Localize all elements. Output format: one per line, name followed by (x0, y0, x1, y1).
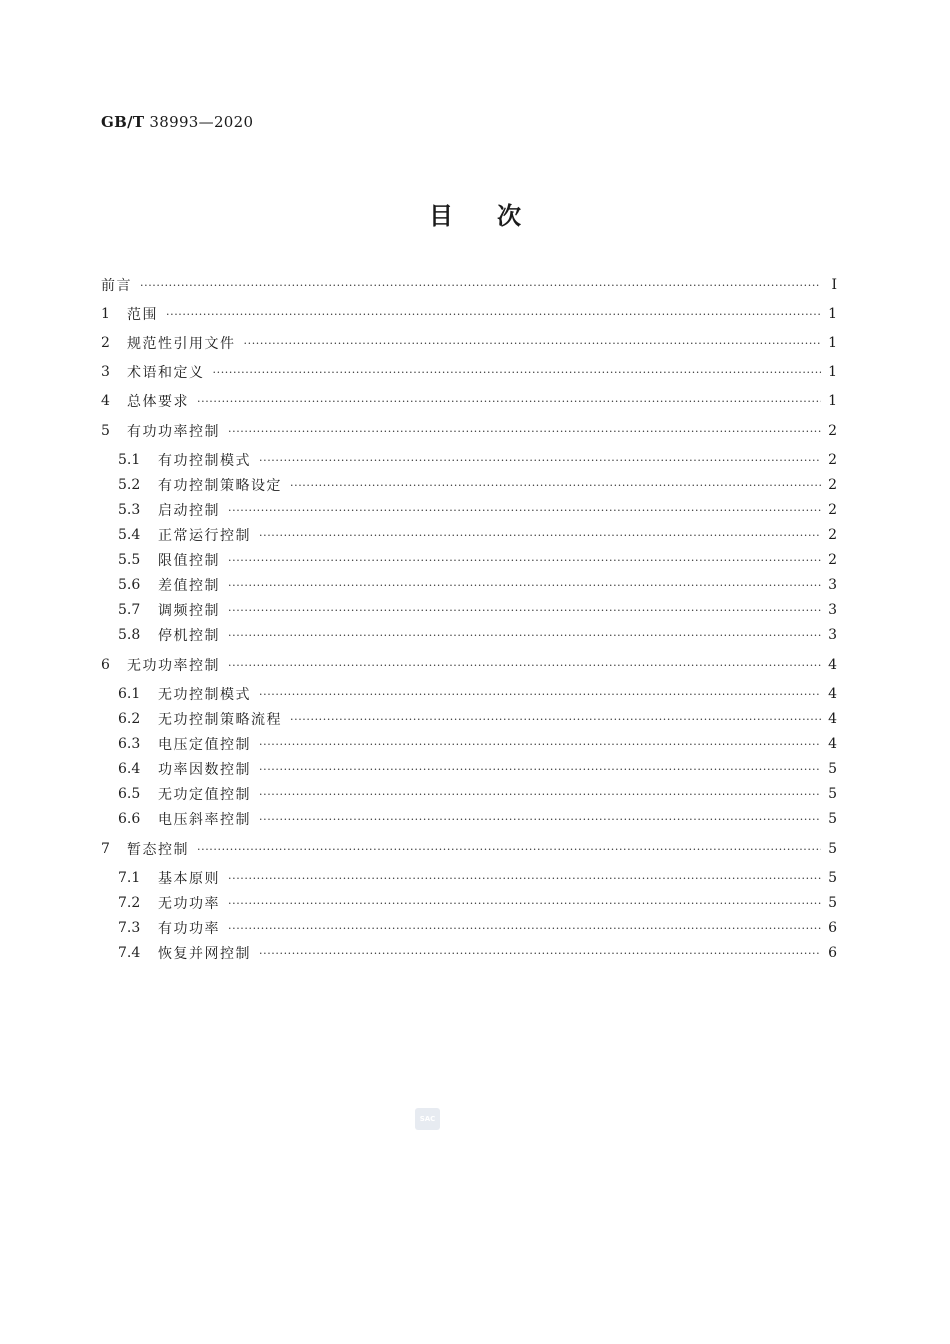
standard-code-number: 38993—2020 (149, 113, 254, 131)
toc-entry[interactable] (101, 549, 837, 571)
toc-entry-number: 2 (101, 335, 110, 351)
toc-entry-number: 6.2 (118, 711, 141, 727)
toc-entry-page: 1 (828, 306, 837, 322)
toc-entry-title: 有功功率 (158, 921, 220, 937)
toc-dot-leader (290, 479, 821, 492)
toc-entry[interactable] (101, 390, 837, 412)
toc-entry-number: 5.8 (118, 627, 141, 643)
toc-dot-leader (140, 279, 821, 292)
toc-entry-page: 5 (828, 811, 837, 827)
standard-code-prefix: GB/T (101, 113, 145, 131)
toc-entry[interactable] (101, 808, 837, 830)
toc-entry-number: 3 (101, 364, 110, 380)
toc-entry-page: 1 (828, 335, 837, 351)
toc-entry-page: 2 (828, 423, 837, 439)
toc-entry[interactable] (101, 708, 837, 730)
toc-dot-leader (228, 554, 821, 567)
toc-entry-number: 5 (101, 423, 110, 439)
toc-entry-page: 4 (828, 657, 837, 673)
toc-entry-page: I (831, 277, 837, 293)
toc-entry-title: 差值控制 (158, 578, 220, 594)
sac-logo-watermark: SAC (415, 1108, 440, 1130)
toc-entry-title: 规范性引用文件 (127, 336, 236, 352)
toc-entry[interactable] (101, 733, 837, 755)
toc-entry[interactable] (101, 474, 837, 496)
toc-entry[interactable] (101, 942, 837, 964)
toc-entry-page: 5 (828, 895, 837, 911)
toc-entry-number: 6.6 (118, 811, 141, 827)
toc-dot-leader (228, 872, 821, 885)
toc-entry-title: 无功功率 (158, 896, 220, 912)
toc-entry-number: 6.5 (118, 786, 141, 802)
toc-entry[interactable] (101, 838, 837, 860)
toc-entry-number: 6.1 (118, 686, 141, 702)
toc-entry-number: 7.2 (118, 895, 141, 911)
toc-entry-number: 5.4 (118, 527, 141, 543)
toc-entry-title: 无功控制模式 (158, 687, 251, 703)
page-title: 目次 (429, 202, 565, 230)
toc-dot-leader (259, 813, 821, 826)
toc-dot-leader (213, 366, 822, 379)
toc-entry-title: 有功控制模式 (158, 453, 251, 469)
toc-entry-title: 恢复并网控制 (158, 946, 251, 962)
toc-dot-leader (259, 788, 821, 801)
toc-dot-leader (228, 579, 821, 592)
toc-dot-leader (259, 738, 821, 751)
toc-entry[interactable] (101, 624, 837, 646)
toc-entry-page: 4 (828, 736, 837, 752)
toc-entry[interactable] (101, 274, 837, 296)
toc-entry-number: 5.2 (118, 477, 141, 493)
toc-entry-page: 5 (828, 786, 837, 802)
toc-entry-page: 5 (828, 841, 837, 857)
toc-entry[interactable] (101, 303, 837, 325)
toc-dot-leader (228, 604, 821, 617)
toc-entry-title: 停机控制 (158, 628, 220, 644)
toc-entry-title: 前言 (101, 278, 132, 294)
toc-dot-leader (166, 308, 821, 321)
toc-entry-page: 6 (828, 945, 837, 961)
toc-dot-leader (197, 843, 821, 856)
toc-dot-leader (290, 713, 821, 726)
toc-entry-title: 有功控制策略设定 (158, 478, 282, 494)
toc-entry-page: 1 (828, 393, 837, 409)
toc-entry-page: 2 (828, 452, 837, 468)
toc-entry[interactable] (101, 524, 837, 546)
toc-entry[interactable] (101, 867, 837, 889)
toc-dot-leader (259, 529, 821, 542)
toc-dot-leader (259, 763, 821, 776)
toc-entry-page: 3 (828, 602, 837, 618)
toc-entry-number: 6.4 (118, 761, 141, 777)
toc-entry-number: 5.5 (118, 552, 141, 568)
toc-entry-number: 7.4 (118, 945, 141, 961)
toc-entry-number: 7 (101, 841, 110, 857)
toc-dot-leader (197, 395, 821, 408)
toc-entry-page: 2 (828, 552, 837, 568)
toc-entry-title: 启动控制 (158, 503, 220, 519)
toc-dot-leader (228, 922, 821, 935)
toc-entry-page: 5 (828, 870, 837, 886)
toc-entry-number: 7.3 (118, 920, 141, 936)
toc-entry-title: 电压定值控制 (158, 737, 251, 753)
toc-entry-page: 4 (828, 686, 837, 702)
toc-entry-number: 4 (101, 393, 110, 409)
toc-dot-leader (259, 947, 821, 960)
toc-entry[interactable] (101, 758, 837, 780)
toc-dot-leader (228, 425, 821, 438)
toc-entry-number: 1 (101, 306, 110, 322)
toc-entry-title: 限值控制 (158, 553, 220, 569)
toc-entry-number: 6 (101, 657, 110, 673)
toc-entry-title: 电压斜率控制 (158, 812, 251, 828)
toc-entry[interactable] (101, 449, 837, 471)
standard-code (101, 113, 253, 131)
toc-entry-title: 总体要求 (127, 394, 189, 410)
toc-dot-leader (259, 454, 821, 467)
toc-dot-leader (228, 659, 821, 672)
toc-entry-number: 5.1 (118, 452, 141, 468)
toc-entry-title: 暂态控制 (127, 842, 189, 858)
toc-dot-leader (228, 897, 821, 910)
toc-entry[interactable] (101, 332, 837, 354)
toc-entry-title: 范围 (127, 307, 158, 323)
toc-entry-page: 3 (828, 627, 837, 643)
toc-entry-title: 无功定值控制 (158, 787, 251, 803)
toc-entry-page: 1 (828, 364, 837, 380)
toc-entry-page: 6 (828, 920, 837, 936)
toc-entry-title: 无功控制策略流程 (158, 712, 282, 728)
toc-entry[interactable] (101, 420, 837, 442)
toc-entry[interactable] (101, 361, 837, 383)
toc-entry[interactable] (101, 499, 837, 521)
toc-entry-title: 术语和定义 (127, 365, 205, 381)
toc-entry-number: 5.6 (118, 577, 141, 593)
toc-entry[interactable] (101, 917, 837, 939)
toc-dot-leader (244, 337, 822, 350)
toc-entry[interactable] (101, 892, 837, 914)
toc-entry-page: 2 (828, 527, 837, 543)
toc-entry[interactable] (101, 574, 837, 596)
toc-entry-title: 有功功率控制 (127, 424, 220, 440)
toc-entry-title: 调频控制 (158, 603, 220, 619)
toc-entry[interactable] (101, 783, 837, 805)
toc-entry-page: 2 (828, 477, 837, 493)
toc-entry-title: 无功功率控制 (127, 658, 220, 674)
toc-entry[interactable] (101, 599, 837, 621)
toc-dot-leader (228, 504, 821, 517)
toc-entry-number: 7.1 (118, 870, 141, 886)
toc-entry-title: 基本原则 (158, 871, 220, 887)
toc-entry[interactable] (101, 654, 837, 676)
toc-entry-page: 5 (828, 761, 837, 777)
toc-entry-number: 5.3 (118, 502, 141, 518)
toc-entry-page: 4 (828, 711, 837, 727)
toc-entry-title: 功率因数控制 (158, 762, 251, 778)
toc-dot-leader (259, 688, 821, 701)
toc-entry-title: 正常运行控制 (158, 528, 251, 544)
toc-entry-number: 6.3 (118, 736, 141, 752)
toc-dot-leader (228, 629, 821, 642)
toc-entry-page: 2 (828, 502, 837, 518)
toc-entry[interactable] (101, 683, 837, 705)
toc-entry-number: 5.7 (118, 602, 141, 618)
toc-entry-page: 3 (828, 577, 837, 593)
